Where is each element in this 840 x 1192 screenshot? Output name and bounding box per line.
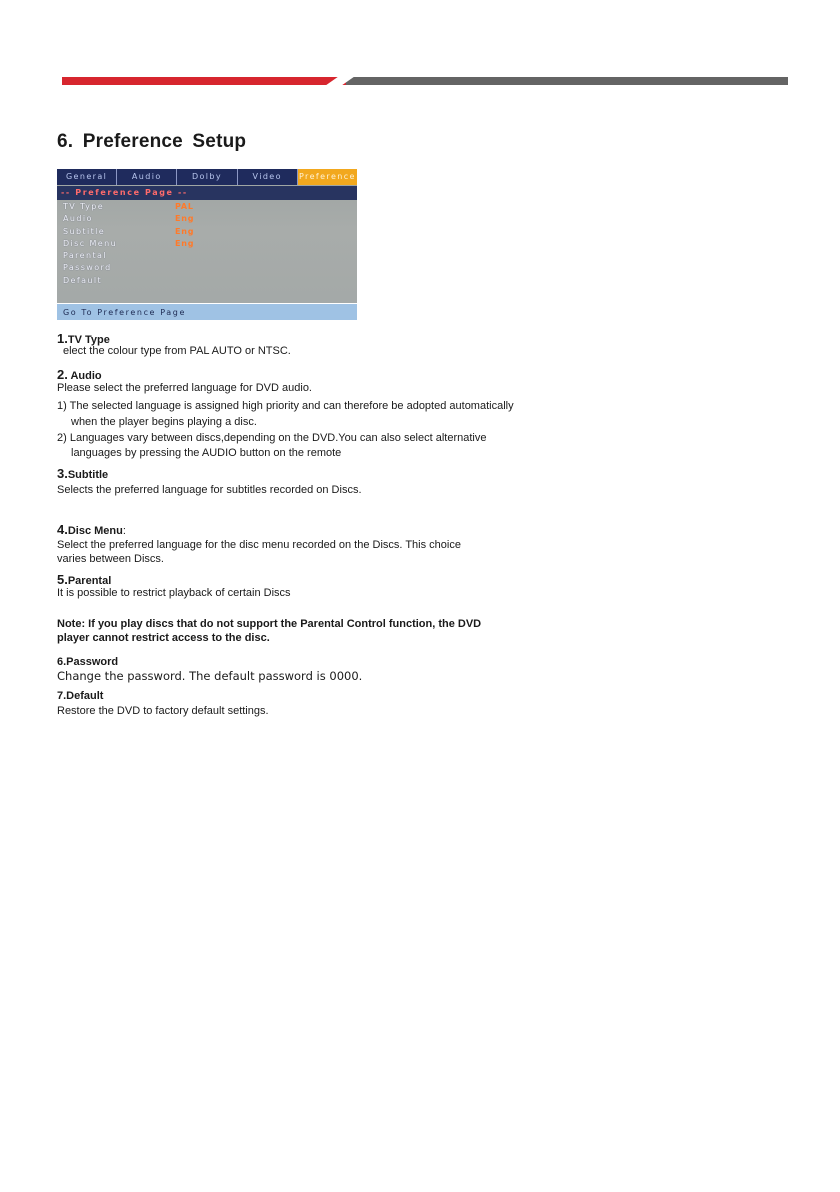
section-audio-heading (57, 367, 102, 382)
section-title: Subtitle (67, 469, 109, 481)
section-audio-item-2: 2) Languages vary between discs,depending on the DVD.You can also select alternative (57, 432, 487, 444)
osd-row-audio (63, 214, 353, 226)
section-disc-menu-text-cont: varies between Discs. (57, 553, 164, 565)
osd-row-password (63, 263, 353, 275)
section-default-text: Restore the DVD to factory default settings. (57, 705, 269, 717)
preference-osd-screenshot (57, 169, 357, 320)
osd-tab-audio: Audio (117, 169, 177, 185)
osd-row-value: Eng (175, 226, 195, 236)
osd-row-default (63, 276, 353, 288)
section-subtitle-text: Selects the preferred language for subtitles recorded on Discs. (57, 484, 362, 496)
section-title-suffix: : (122, 525, 126, 537)
section-subtitle-heading (57, 466, 108, 481)
header-rule-gray (346, 77, 788, 85)
section-password-heading: 6.Password (57, 656, 119, 668)
parental-note: Note: If you play discs that do not support the Parental Control function, the DVD (57, 618, 482, 630)
section-tv-type-heading (57, 331, 110, 346)
osd-row-label: Subtitle (63, 226, 106, 236)
parental-note-cont: player cannot restrict access to the disc. (57, 632, 270, 644)
section-disc-menu-text: Select the preferred language for the disc menu recorded on the Discs. This choice (57, 539, 461, 551)
section-parental-text: It is possible to restrict playback of certain Discs (57, 587, 291, 599)
section-title: Audio (67, 370, 102, 382)
page-title: 6. Preference Setup (57, 131, 247, 152)
osd-row-label: Password (63, 263, 112, 273)
osd-row-tv-type (63, 202, 353, 214)
osd-tab-dolby: Dolby (177, 169, 237, 185)
osd-tab-video: Video (238, 169, 298, 185)
osd-row-label: Disc Menu (63, 238, 118, 248)
osd-row-subtitle (63, 227, 353, 239)
osd-row-disc-menu (63, 239, 353, 251)
section-number: 3. (57, 466, 68, 481)
osd-row-label: Default (63, 275, 103, 285)
osd-settings-list (63, 202, 353, 288)
osd-row-label: Audio (63, 214, 93, 224)
osd-row-parental (63, 251, 353, 263)
section-audio-item-1: 1) The selected language is assigned high priority and can therefore be adopted automatically (57, 400, 514, 412)
section-password-text: Change the password. The default password is 0000. (57, 669, 363, 683)
section-disc-menu-heading (57, 522, 126, 537)
section-title: Disc Menu (67, 525, 123, 537)
osd-tab-general: General (57, 169, 117, 185)
section-title: Parental (67, 575, 112, 587)
osd-row-value: Eng (175, 238, 195, 248)
section-number: 5. (57, 572, 68, 587)
section-tv-type-text: elect the colour type from PAL AUTO or NTSC. (63, 345, 291, 357)
osd-tab-bar (57, 169, 357, 185)
section-audio-item-2-cont: languages by pressing the AUDIO button on the remote (71, 447, 342, 459)
section-audio-item-1-cont: when the player begins playing a disc. (71, 416, 257, 428)
osd-row-value: Eng (175, 214, 195, 224)
section-audio-text: Please select the preferred language for DVD audio. (57, 382, 312, 394)
section-number: 2. (57, 367, 68, 382)
osd-row-label: Parental (63, 251, 107, 261)
header-rule (62, 77, 788, 85)
section-title: TV Type (67, 334, 110, 346)
osd-page-label: -- Preference Page -- (57, 186, 357, 200)
section-number: 1. (57, 331, 68, 346)
osd-row-label: TV Type (63, 202, 105, 211)
section-parental-heading (57, 572, 111, 587)
section-number: 4. (57, 522, 68, 537)
osd-row-value: PAL (175, 202, 194, 211)
osd-footer-hint: Go To Preference Page (57, 303, 357, 320)
header-rule-red (62, 77, 346, 85)
section-default-heading: 7.Default (57, 690, 104, 702)
osd-tab-preference: Preference (298, 169, 357, 185)
